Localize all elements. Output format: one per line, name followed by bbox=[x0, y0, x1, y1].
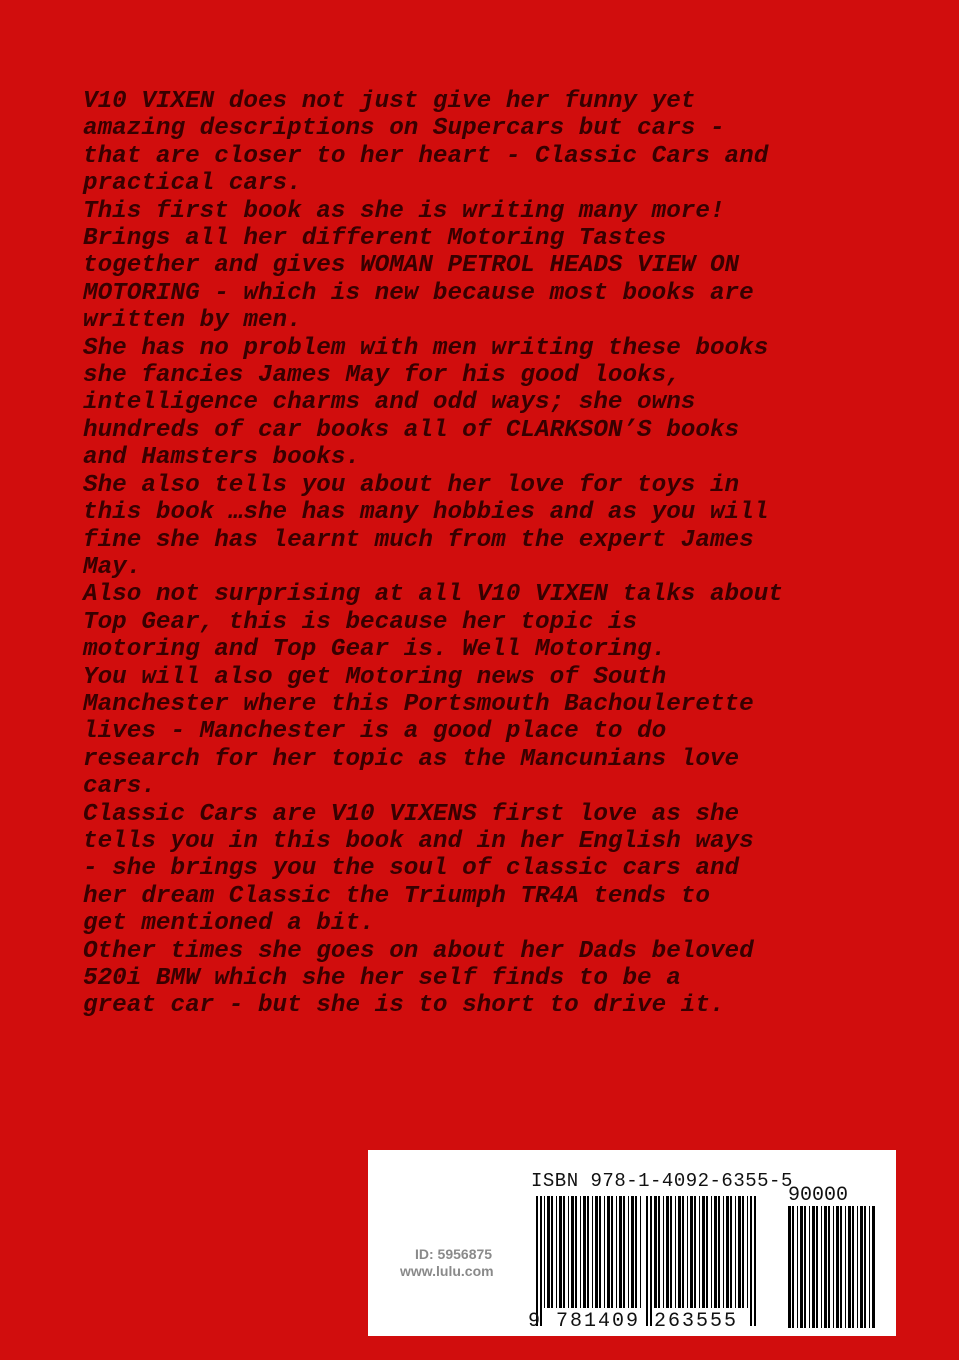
blurb-line: Top Gear, this is because her topic is bbox=[83, 608, 638, 636]
blurb-line: - she brings you the soul of classic cars and bbox=[83, 855, 740, 883]
blurb-line: Manchester where this Portsmouth Bachoulerette bbox=[83, 690, 754, 718]
blurb-line: intelligence charms and odd ways; she owns bbox=[83, 389, 696, 417]
ean-digits: 9 781409 263555 bbox=[528, 1310, 739, 1333]
blurb-line: She has no problem with men writing these books bbox=[83, 334, 769, 362]
blurb-line: amazing descriptions on Supercars but cars - bbox=[83, 115, 725, 143]
blurb-line: written by men. bbox=[83, 307, 302, 335]
blurb-line: This first book as she is writing many more! bbox=[83, 197, 725, 225]
blurb-line: lives - Manchester is a good place to do bbox=[83, 718, 667, 746]
back-cover-blurb bbox=[83, 88, 883, 1020]
blurb-line: motoring and Top Gear is. Well Motoring. bbox=[83, 636, 667, 664]
blurb-line: Brings all her different Motoring Tastes bbox=[83, 225, 667, 253]
blurb-line: research for her topic as the Mancunians love bbox=[83, 745, 740, 773]
blurb-line: MOTORING - which is new because most books are bbox=[83, 279, 754, 307]
blurb-line: Other times she goes on about her Dads beloved bbox=[83, 937, 754, 965]
blurb-line: Also not surprising at all V10 VIXEN talks about bbox=[83, 581, 783, 609]
blurb-line: practical cars. bbox=[83, 170, 302, 198]
blurb-line: this book …she has many hobbies and as you will bbox=[83, 499, 769, 527]
blurb-line: V10 VIXEN does not just give her funny yet bbox=[83, 88, 696, 115]
blurb-line: She also tells you about her love for toys in bbox=[83, 471, 740, 499]
blurb-line: get mentioned a bit. bbox=[83, 910, 375, 938]
blurb-line: hundreds of car books all of CLARKSON’S books bbox=[83, 416, 740, 444]
blurb-line: You will also get Motoring news of South bbox=[83, 663, 667, 691]
blurb-line: she fancies James May for his good looks, bbox=[83, 362, 681, 390]
blurb-line: great car - but she is to short to drive it. bbox=[83, 992, 725, 1020]
blurb-line: Classic Cars are V10 VIXENS first love as she bbox=[83, 800, 740, 828]
blurb-line: that are closer to her heart - Classic Cars and bbox=[83, 142, 769, 170]
blurb-line: together and gives WOMAN PETROL HEADS VIEW ON bbox=[83, 252, 740, 280]
blurb-line: her dream Classic the Triumph TR4A tends to bbox=[83, 882, 710, 910]
isbn-label: ISBN 978-1-4092-6355-5 bbox=[531, 1170, 793, 1192]
blurb-line: tells you in this book and in her English ways bbox=[83, 827, 754, 855]
lulu-url: www.lulu.com bbox=[400, 1263, 494, 1279]
blurb-line: fine she has learnt much from the expert James bbox=[83, 526, 754, 554]
blurb-line: May. bbox=[83, 553, 142, 581]
blurb-line: cars. bbox=[83, 773, 156, 801]
price-code: 90000 bbox=[788, 1184, 849, 1207]
barcode-panel bbox=[368, 1150, 896, 1336]
lulu-id: ID: 5956875 bbox=[415, 1246, 493, 1262]
blurb-line: 520i BMW which she her self finds to be a bbox=[83, 965, 681, 992]
blurb-line: and Hamsters books. bbox=[83, 444, 361, 472]
